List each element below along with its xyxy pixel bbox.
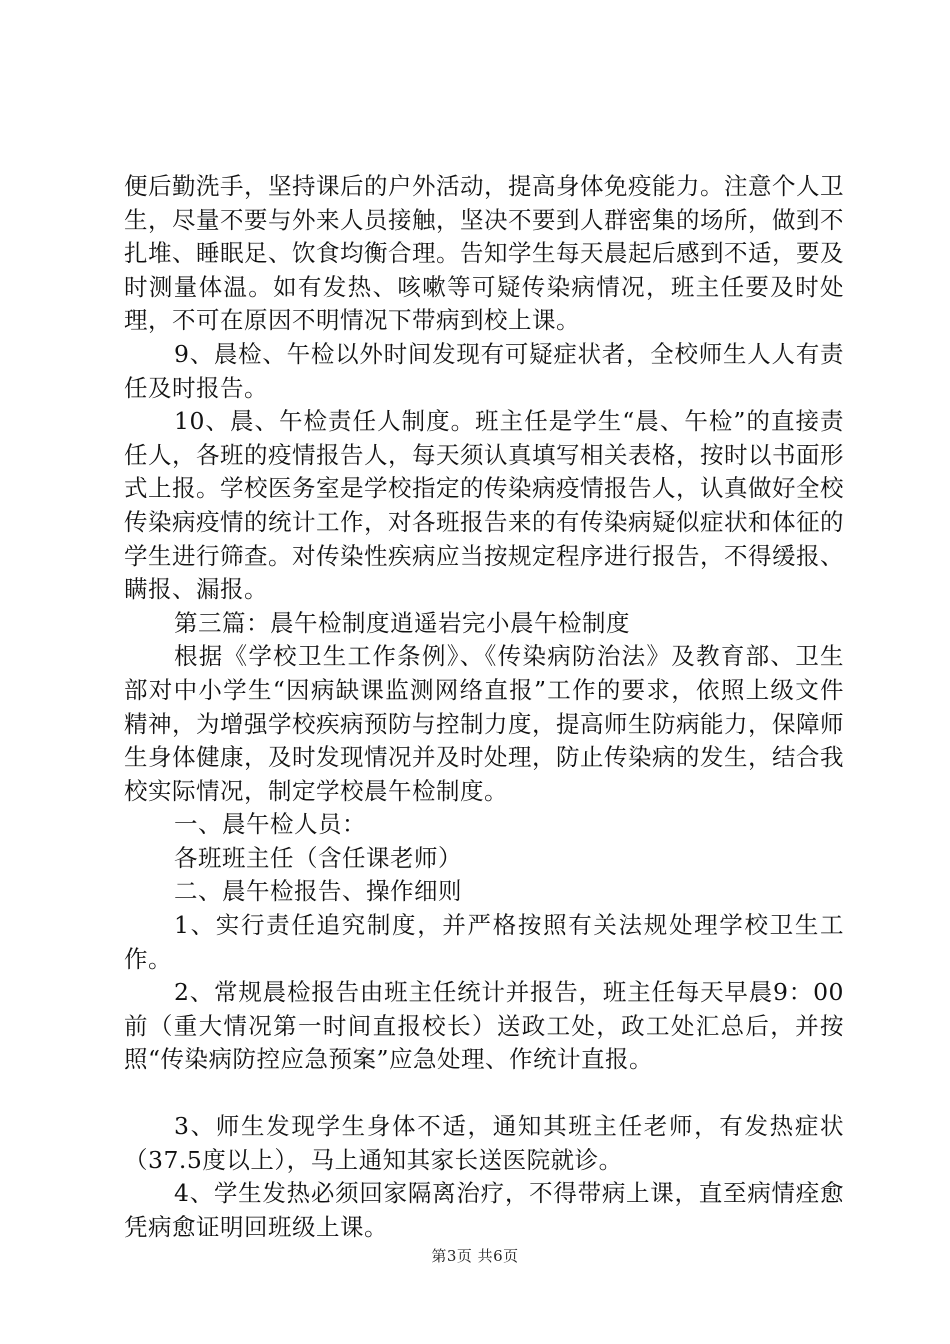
section-heading-part-three: 第三篇：晨午检制度逍遥岩完小晨午检制度 (174, 608, 630, 637)
page-number-footer: 第3页 共6页 (431, 1247, 519, 1265)
paragraph-intro: 根据《学校卫生工作条例》、《传染病防治法》及教育部、卫生部对中小学生“因病缺课监测网络直报”工作的要求，依照上级文件精神，为增强学校疾病预防与控制力度，提高师生防病能力，保障师生身体健康，及时发现情况并及时处理，防止传染病的发生，结合我校实际情况，制定学校晨午检制度。 (124, 642, 844, 805)
paragraph-rule-4: 4、学生发热必须回家隔离治疗，不得带病上课，直至病情痊愈凭病愈证明回班级上课。 (124, 1179, 844, 1241)
paragraph-item-10: 10、晨、午检责任人制度。班主任是学生“晨、午检”的直接责任人，各班的疫情报告人，每天须认真填写相关表格，按时以书面形式上报。学校医务室是学校指定的传染病疫情报告人，认真做好全校传染病疫情的统计工作，对各班报告来的有传染病疑似症状和体征的学生进行筛查。对传染性疾病应当按规定程序进行报告，不得缓报、瞒报、漏报。 (124, 407, 844, 604)
section-heading-personnel: 一、晨午检人员： (174, 810, 366, 839)
paragraph-rule-3: 3、师生发现学生身体不适，通知其班主任老师，有发热症状（37.5度以上），马上通知其家长送医院就诊。 (124, 1112, 844, 1174)
paragraph-rule-1: 1、实行责任追究制度，并严格按照有关法规处理学校卫生工作。 (124, 911, 844, 973)
document-body (124, 170, 844, 1244)
paragraph-personnel: 各班班主任（含任课老师） (174, 843, 462, 872)
section-heading-procedures: 二、晨午检报告、操作细则 (174, 877, 462, 906)
paragraph-item-9: 9、晨检、午检以外时间发现有可疑症状者，全校师生人人有责任及时报告。 (124, 339, 844, 402)
paragraph-continuation: 便后勤洗手，坚持课后的户外活动，提高身体免疫能力。注意个人卫生，尽量不要与外来人员接触，坚决不要到人群密集的场所，做到不扎堆、睡眠足、饮食均衡合理。告知学生每天晨起后感到不适，要及时测量体温。如有发热、咳嗽等可疑传染病情况，班主任要及时处理，不可在原因不明情况下带病到校上课。 (124, 172, 844, 335)
paragraph-rule-2: 2、常规晨检报告由班主任统计并报告，班主任每天早晨9：00前（重大情况第一时间直报校长）送政工处，政工处汇总后，并按照“传染病防控应急预案”应急处理、作统计直报。 (124, 978, 844, 1074)
